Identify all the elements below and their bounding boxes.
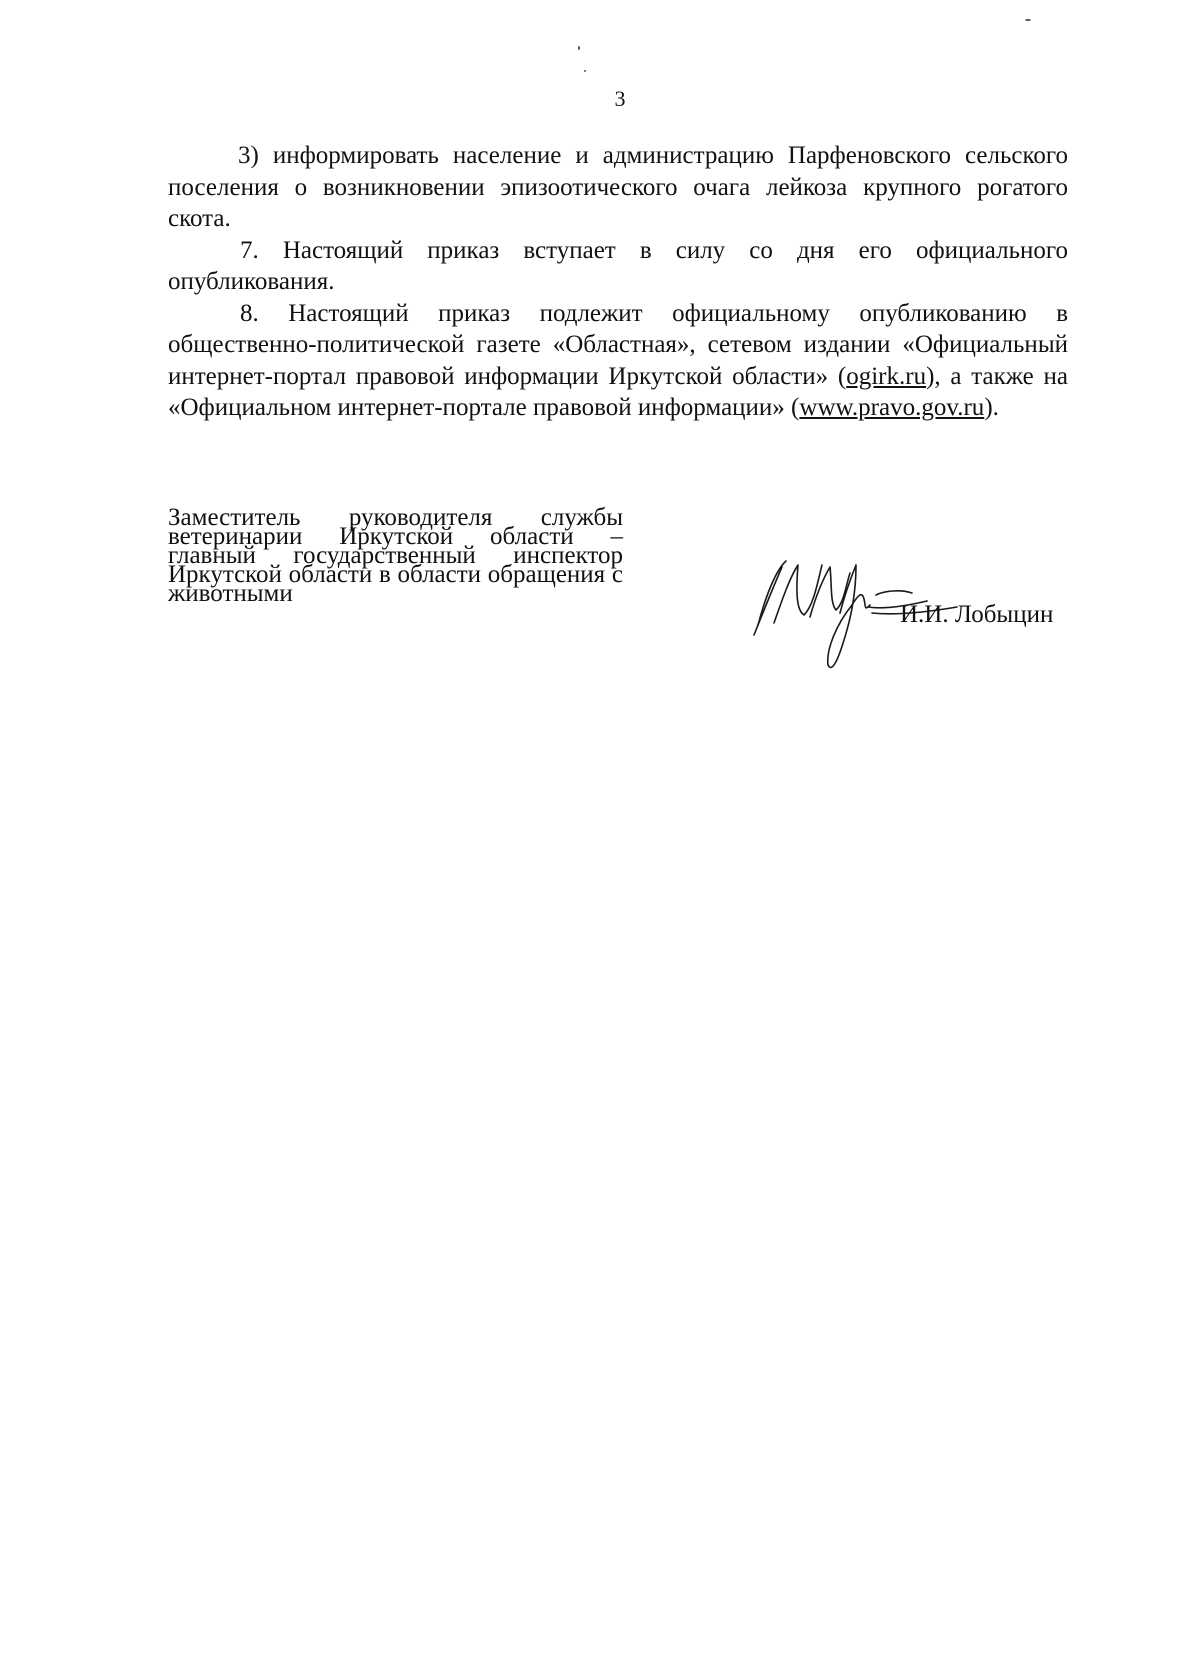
paragraph-item-3: 3) информировать население и администрацию Парфеновского сельского поселения о возникновении эпизоотического очага лейкоза крупного рогатого скота. — [168, 142, 1068, 232]
signatory-position-text: Заместитель руководителя службы ветеринарии Иркутской области – главный государственный инспектор Иркутской области в области обращения с животными — [168, 504, 623, 607]
signer-name: И.И. Лобыцин — [900, 601, 1054, 628]
paragraph-8-text-start: 8. Настоящий приказ подлежит официальному опубликованию в общественно-политической газете «Областная», сетевом издании «Официальный интернет-портал правовой информации Иркутской области» ( — [168, 299, 1068, 390]
document-body — [168, 140, 1068, 424]
paragraph-8-text-middle: ), а также на «Официальном интернет-портале правовой информации» ( — [168, 362, 1068, 421]
pravo-gov-link[interactable]: www.pravo.gov.ru — [799, 394, 985, 421]
signatory-position — [168, 504, 623, 607]
paragraph-7: 7. Настоящий приказ вступает в силу со дня его официального опубликования. — [168, 236, 1068, 295]
scan-speck — [578, 46, 580, 50]
ogirk-link[interactable]: ogirk.ru — [846, 362, 927, 390]
scan-speck — [1025, 19, 1031, 21]
scan-speck — [584, 70, 586, 72]
paragraph-8 — [168, 298, 1068, 424]
page-number: 3 — [614, 86, 626, 111]
paragraph-8-text-end: ). — [984, 394, 999, 421]
